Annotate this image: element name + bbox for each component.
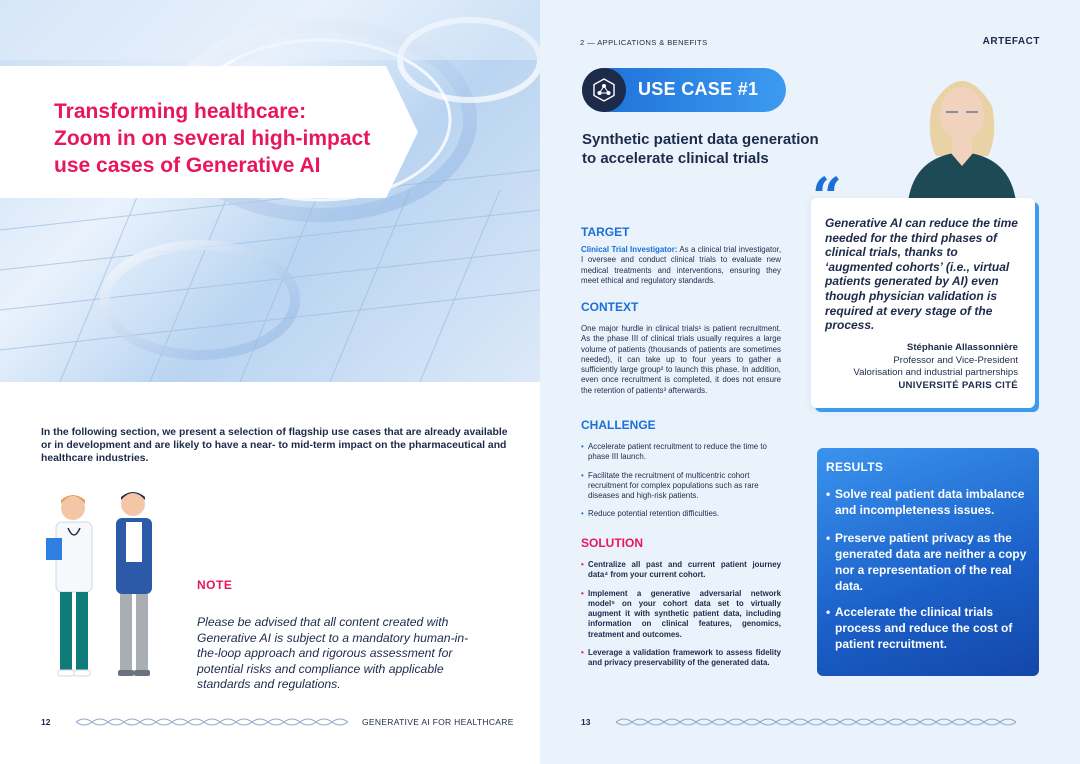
quote-role-line-2: Valorisation and industrial partnerships	[853, 367, 1018, 379]
context-text: One major hurdle in clinical trials¹ is patient recruitment. As the phase III of clinical trials usually requires a large volume of patients (thousands of patients are sometimes needed), it can take up to four years to gather a sufficiently large group² to launch this phase. In addition, even once recruitment is completed, it does not ensure the retention of patients³ afterwards.	[581, 324, 781, 395]
footer-title: GENERATIVE AI FOR HEALTHCARE	[362, 717, 514, 727]
brand-logo: ARTEFACT	[982, 36, 1040, 47]
challenge-heading: CHALLENGE	[581, 418, 656, 432]
title-line-2: Zoom in on several high-impact	[54, 127, 371, 150]
result-item: • Preserve patient privacy as the generated data are neither a copy nor a representation of the real data.	[826, 530, 1040, 594]
results-heading: RESULTS	[826, 460, 884, 474]
context-heading: CONTEXT	[581, 300, 639, 314]
solution-item: • Centralize all past and current patient journey data⁴ from your current cohort.	[581, 560, 781, 581]
dna-wave-icon	[76, 716, 348, 728]
quote-icon: “	[812, 167, 842, 228]
target-text	[581, 245, 781, 286]
intro-paragraph: In the following section, we present a selection of flagship use cases that are already available or in development and are likely to have a near- to mid-term impact on the pharmaceutical and healthcare industries.	[41, 427, 508, 465]
use-case-title	[582, 131, 842, 168]
network-icon	[592, 78, 616, 102]
challenge-item: • Facilitate the recruitment of multicentric cohort recruitment for complex populations such as rare diseases and high-risk patients.	[581, 471, 781, 502]
quote-author-name: Stéphanie Allassonnière	[906, 342, 1018, 353]
challenge-item: • Accelerate patient recruitment to reduce the time to phase III launch.	[581, 442, 781, 463]
use-case-icon-badge	[582, 68, 626, 112]
note-text: Please be advised that all content created with Generative AI is subject to a mandatory human-in-the-loop approach and rigorous assessment for potential risks and compliance with applicable standards and regulations.	[197, 615, 469, 692]
target-lead: Clinical Trial Investigator:	[581, 245, 678, 254]
doctor-illustration	[38, 488, 178, 684]
target-body: As a clinical trial investigator, I oversee and conduct clinical trials to evaluate new medical treatments and interventions, ensuring they meet ethical and regulatory standards.	[581, 245, 782, 285]
title-line-3: use cases of Generative AI	[54, 154, 321, 177]
title-line-1: Transforming healthcare:	[54, 100, 307, 123]
challenge-section	[581, 418, 781, 528]
page-number-left: 12	[41, 717, 51, 727]
use-case-label: USE CASE #1	[638, 79, 759, 99]
quote-text: Generative AI can reduce the time needed for the third phases of clinical trials, thanks to ‘augmented cohorts’ (i.e., virtual patients generated by AI) even though physician validation is required at every stage of the process.	[825, 216, 1018, 333]
use-case-title-line-2: to accelerate clinical trials	[582, 149, 769, 167]
solution-heading: SOLUTION	[581, 536, 643, 550]
speaker-photo	[902, 66, 1022, 202]
page-number-right: 13	[581, 717, 591, 727]
result-item: • Solve real patient data imbalance and incompleteness issues.	[826, 486, 1040, 518]
solution-item: • Leverage a validation framework to assess fidelity and privacy preservability of the generated data.	[581, 648, 781, 669]
section-label: 2 — APPLICATIONS & BENEFITS	[580, 38, 708, 47]
page-title	[54, 98, 394, 179]
use-case-title-line-1: Synthetic patient data generation	[582, 131, 819, 148]
quote-author-role	[822, 355, 1018, 380]
result-item: • Accelerate the clinical trials process and reduce the cost of patient recruitment.	[826, 604, 1040, 652]
solution-section	[581, 536, 781, 677]
dna-wave-icon	[616, 716, 1026, 728]
right-page	[540, 0, 1080, 764]
quote-author-university: UNIVERSITÉ PARIS CITÉ	[898, 380, 1018, 391]
quote-role-line-1: Professor and Vice-President	[893, 355, 1018, 366]
target-heading: TARGET	[581, 225, 630, 239]
context-section	[581, 300, 781, 396]
note-heading: NOTE	[197, 578, 233, 592]
solution-item: • Implement a generative adversarial network model⁵ on your cohort data set to virtually augment it with synthetic patient data, including information on clinical features, genomics, treatment and outcomes.	[581, 589, 781, 640]
target-section	[581, 225, 781, 286]
challenge-item: • Reduce potential retention difficulties.	[581, 509, 781, 519]
